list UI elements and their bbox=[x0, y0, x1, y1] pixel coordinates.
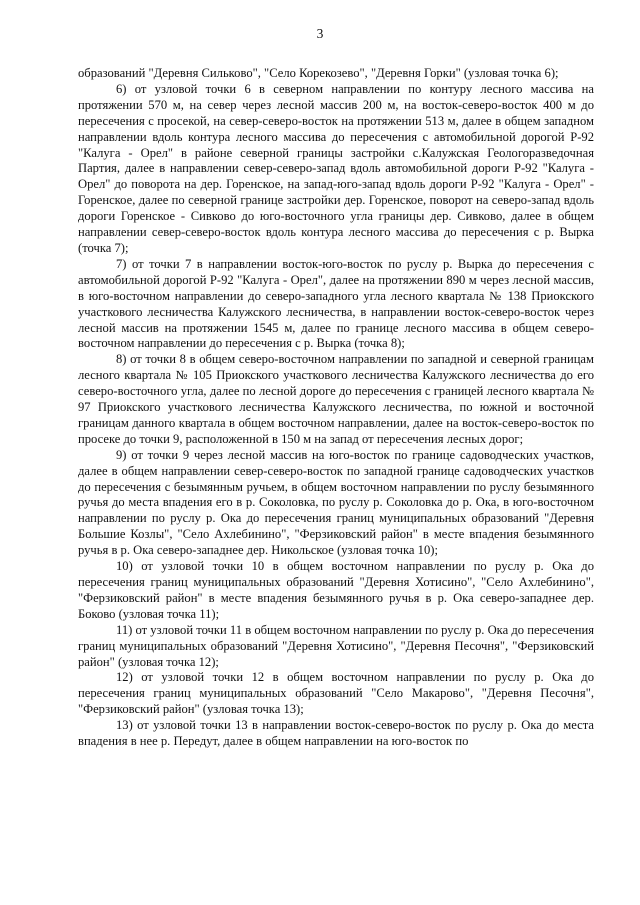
page-number: 3 bbox=[316, 26, 324, 41]
paragraph-item-10: 10) от узловой точки 10 в общем восточном направлении по руслу р. Ока до пересечения границ муниципальных образований "Деревня Хотисино", "Село Ахлебинино", "Ферзиковский район" в месте впадения безымянного ручья в р. Ока северо-западнее дер. Боково (узловая точка 11); bbox=[78, 559, 594, 621]
paragraph-item-11: 11) от узловой точки 11 в общем восточном направлении по руслу р. Ока до пересечения границ муниципальных образований "Деревня Хотисино", "Деревня Песочня", "Ферзиковский район" (узловая точка 12); bbox=[78, 622, 594, 669]
paragraph-continuation: образований "Деревня Сильково", "Село Корекозево", "Деревня Горки" (узловая точка 6); bbox=[78, 66, 559, 80]
paragraph-item-7: 7) от точки 7 в направлении восток-юго-восток по руслу р. Вырка до пересечения с автомобильной дорогой Р-92 "Калуга - Орел", далее на протяжении 890 м через лесной массив, в юго-восточном направлении до северо-западного угла лесного квартала № 138 Приокского участкового лесничества Калужского лесничества, в направлении восток-северо-восток через лесной массив на протяжении 1545 м, далее по границе лесного массива в общем северо-восточном направлении до пересечения с р. Вырка (точка 8); bbox=[78, 256, 594, 351]
document-body bbox=[78, 66, 594, 750]
paragraph-item-8: 8) от точки 8 в общем северо-восточном направлении по западной и северной границам лесного квартала № 105 Приокского участкового лесничества Калужского лесничества до его северо-восточного угла, далее по лесной дороге до пересечения с границей лесного квартала № 97 Приокского участкового лесничества Калужского лесничества, по южной и восточной границам данного квартала в общем восточном направлении, далее на восток-северо-восток по просеке до точки 9, расположенной в 150 м на запад от пересечения лесных дорог; bbox=[78, 352, 594, 446]
paragraph-item-12: 12) от узловой точки 12 в общем восточном направлении по руслу р. Ока до пересечения границ муниципальных образований "Село Макарово", "Деревня Песочня", "Ферзиковский район" (узловая точка 13); bbox=[78, 670, 594, 717]
paragraph-item-6: 6) от узловой точки 6 в северном направлении по контуру лесного массива на протяжении 570 м, на север через лесной массив 200 м, на восток-северо-восток 400 м до пересечения с просекой, на север-северо-восток на протяжении 513 м, далее в общем западном направлении вдоль контура лесного массива до пересечения с автомобильной дорогой Р-92 "Калуга - Орел" в районе северной границы застройки с.Калужская Геологоразведочная Партия, далее в направлении север-северо-запад вдоль автомобильной дороги Р-92 "Калуга - Орел" до поворота на дер. Горенское, на запад-юго-запад вдоль дороги Р-92 "Калуга - Орел" - Горенское, далее по северной границе застройки дер. Горенское, поворот на северо-запад вдоль дороги Горенское - Сивково до юго-восточного угла границы дер. Сивково, далее в общем направлении север-северо-восток вдоль контура лесного массива до пересечения с р. Вырка (точка 7); bbox=[78, 81, 594, 255]
paragraph-item-13: 13) от узловой точки 13 в направлении восток-северо-восток по руслу р. Ока до места впадения в нее р. Передут, далее в общем направлении на юго-восток по bbox=[78, 718, 594, 749]
paragraph-item-9: 9) от точки 9 через лесной массив на юго-восток по границе садоводческих участков, далее в общем направлении север-северо-восток по западной границе садоводческих участков до пересечения с безымянным ручьем, в общем восточном направлении по руслу безымянного ручья до места впадения его в р. Соколовка, по руслу р. Соколовка до р. Ока, в юго-восточном направлении по руслу р. Ока до пересечения границ муниципальных образований "Деревня Большие Козлы", "Село Ахлебинино", "Ферзиковский район" в месте впадения безымянного ручья в р. Ока северо-западнее дер. Никольское (узловая точка 10); bbox=[78, 447, 594, 558]
